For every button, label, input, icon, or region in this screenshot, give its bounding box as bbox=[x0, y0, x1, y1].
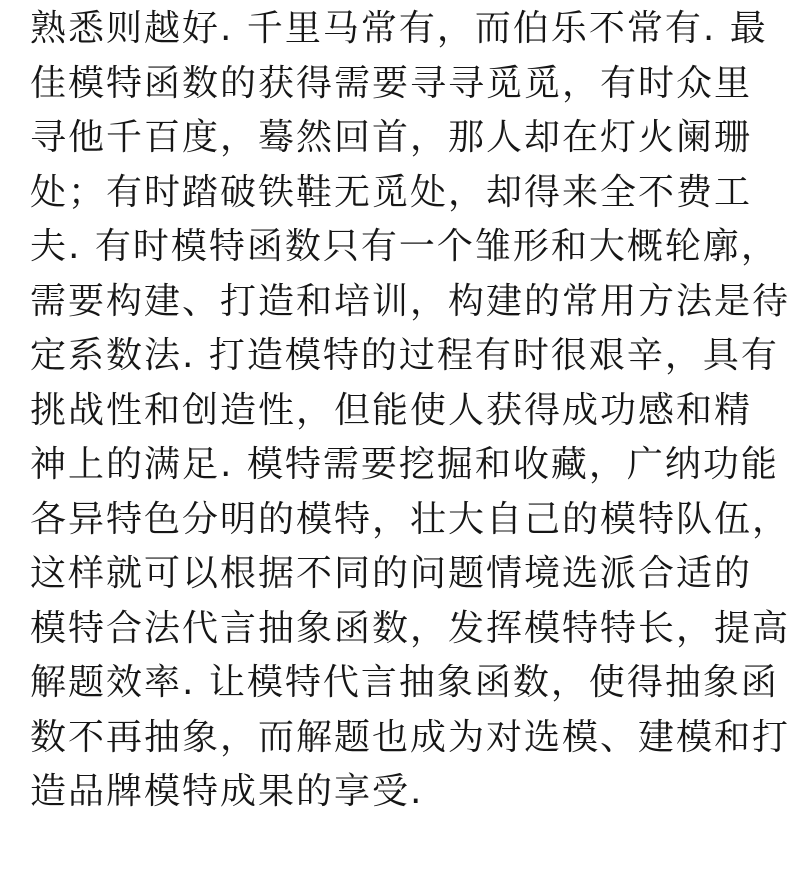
text-line: 处；有时踏破铁鞋无觅处，却得来全不费工 bbox=[30, 171, 753, 213]
text-line: 定系数法. 打造模特的过程有时很艰辛，具有 bbox=[30, 335, 779, 376]
text-line: 夫. 有时模特函数只有一个雏形和大概轮廓， bbox=[30, 226, 779, 267]
text-line: 神上的满足. 模特需要挖掘和收藏，广纳功能 bbox=[30, 444, 779, 485]
text-line: 挑战性和创造性，但能使人获得成功感和精 bbox=[30, 389, 753, 431]
text-line: 佳模特函数的获得需要寻寻觅觅，有时众里 bbox=[30, 62, 753, 104]
body-paragraph bbox=[30, 2, 790, 820]
text-line: 各异特色分明的模特，壮大自己的模特队伍， bbox=[30, 498, 790, 540]
text-line: 解题效率. 让模特代言抽象函数，使得抽象函 bbox=[30, 662, 779, 703]
text-line: 熟悉则越好. 千里马常有，而伯乐不常有. 最 bbox=[30, 8, 768, 49]
text-line: 数不再抽象，而解题也成为对选模、建模和打 bbox=[30, 716, 790, 758]
text-line: 造品牌模特成果的享受. bbox=[30, 771, 424, 812]
text-line: 模特合法代言抽象函数，发挥模特特长，提高 bbox=[30, 607, 790, 649]
text-line: 寻他千百度，蓦然回首，那人却在灯火阑珊 bbox=[30, 117, 753, 158]
text-line: 需要构建、打造和培训，构建的常用方法是待 bbox=[30, 280, 790, 322]
text-line: 这样就可以根据不同的问题情境选派合适的 bbox=[30, 553, 753, 594]
